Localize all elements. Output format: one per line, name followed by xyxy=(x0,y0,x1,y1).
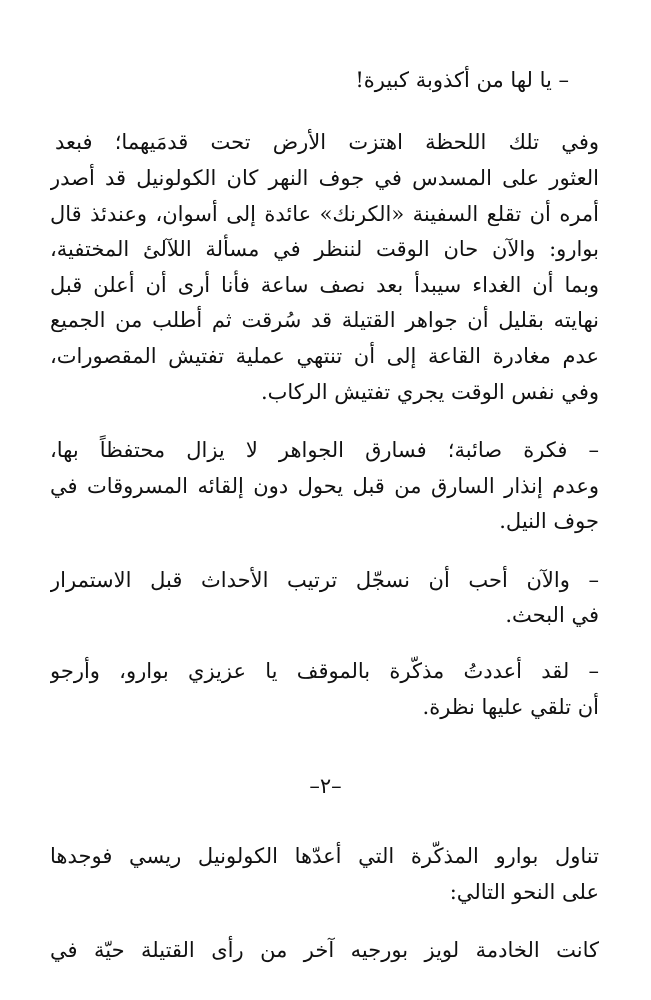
text-line-7: نهايته بقليل أن جواهر القتيلة قد سُرقت ثم أطلب من الجميع xyxy=(50,308,599,332)
text-line-19: كانت الخادمة لويز بورجيه آخر من رأى القتيلة حيّة في xyxy=(50,938,599,962)
text-line-12: جوف النيل. xyxy=(499,509,599,533)
text-line-15: – لقد أعددتُ مذكّرة بالموقف يا عزيزي بوارو، وأرجو xyxy=(50,659,599,683)
text-line-17: تناول بوارو المذكّرة التي أعدّها الكولونيل ريسي فوجدها xyxy=(50,844,599,868)
text-line-1: – يا لها من أكذوبة كبيرة! xyxy=(355,68,569,92)
text-line-5: بوارو: والآن حان الوقت لننظر في مسألة اللآلئ المختفية، xyxy=(50,237,599,261)
chapter-number: –٢– xyxy=(309,774,342,798)
text-line-18: على النحو التالي: xyxy=(449,880,599,904)
text-line-16: أن تلقي عليها نظرة. xyxy=(422,695,599,719)
text-line-8: عدم مغادرة القاعة إلى أن تنتهي عملية تفتيش المقصورات، xyxy=(50,344,599,368)
text-line-6: وبما أن الغداء سيبدأ بعد نصف ساعة فأنا أرى أن أعلن قبل xyxy=(50,273,599,297)
text-line-13: – والآن أحب أن نسجّل ترتيب الأحداث قبل الاستمرار xyxy=(50,568,599,592)
text-line-3: العثور على المسدس في جوف النهر كان الكولونيل قد أصدر xyxy=(50,166,599,190)
text-line-2: وفي تلك اللحظة اهتزت الأرض تحت قدمَيهما؛ فبعد xyxy=(55,130,599,154)
text-line-14: في البحث. xyxy=(505,603,599,627)
text-line-4: أمره أن تقلع السفينة «الكرنك» عائدة إلى أسوان، وعندئذ قال xyxy=(50,202,599,226)
text-line-9: وفي نفس الوقت يجري تفتيش الركاب. xyxy=(260,380,599,404)
text-line-11: وعدم إنذار السارق من قبل يحول دون إلقائه المسروقات في xyxy=(50,474,599,498)
text-line-10: – فكرة صائبة؛ فسارق الجواهر لا يزال محتفظاً بها، xyxy=(50,438,599,462)
